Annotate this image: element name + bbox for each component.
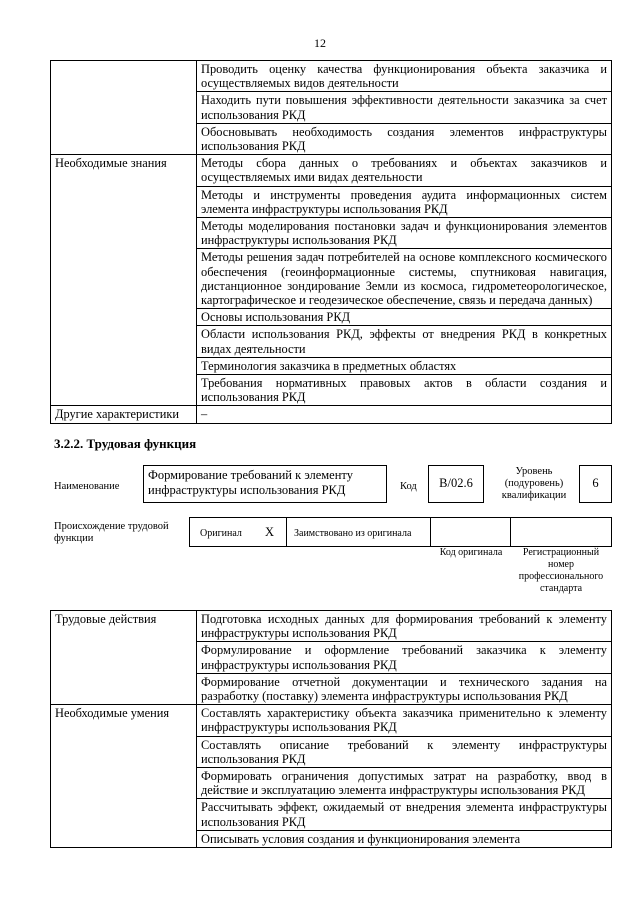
- level-value: 6: [592, 476, 599, 490]
- divider: [510, 518, 511, 546]
- row-value: Подготовка исходных данных для формирования требований к элементу инфраструктуры использования РКД: [197, 611, 612, 642]
- row-value: Находить пути повышения эффективности деятельности заказчика за счет использования РКД: [197, 92, 612, 123]
- divider: [286, 518, 287, 546]
- row-value: Методы сбора данных о требованиях и объектах заказчиков и осуществляемых ими видах деятельности: [197, 155, 612, 186]
- row-value: Требования нормативных правовых актов в области создания и использования РКД: [197, 375, 612, 406]
- divider: [430, 518, 431, 546]
- row-value: Составлять описание требований к элементу инфраструктуры использования РКД: [197, 736, 612, 767]
- row-value: Рассчитывать эффект, ожидаемый от внедрения элемента инфраструктуры использования РКД: [197, 799, 612, 830]
- row-value: Формировать ограничения допустимых затрат на разработку, ввод в действие и эксплуатацию элемента инфраструктуры использования РКД: [197, 768, 612, 799]
- origin-label: Происхождение трудовой функции: [54, 521, 169, 544]
- table-row: [51, 155, 612, 186]
- knowledge-table: [50, 60, 612, 424]
- row-value: Методы решения задач потребителей на основе комплексного космического обеспечения (геоинформационные системы, спутниковая навигация, дистанционное зондирование Земли из космоса, гидрометеорологическое, картографическое и геодезическое обеспечение, связь и передача данных): [197, 249, 612, 309]
- page-number: 12: [314, 36, 326, 50]
- code-label: Код: [400, 481, 417, 492]
- table-row: [51, 61, 612, 92]
- original-mark: X: [265, 525, 275, 539]
- registration-caption: Регистрационный номер профессионального стандарта: [518, 547, 604, 594]
- code-caption: Код оригинала: [439, 547, 503, 558]
- row-value: Основы использования РКД: [197, 309, 612, 326]
- code-box: [428, 465, 484, 503]
- level-label: Уровень (подуровень) квалификации: [501, 466, 567, 501]
- section-title: 3.2.2. Трудовая функция: [54, 436, 197, 451]
- row-value: Формулирование и оформление требований заказчика к элементу инфраструктуры использования РКД: [197, 642, 612, 673]
- row-label: Необходимые знания: [51, 155, 197, 406]
- row-value: –: [197, 406, 612, 423]
- row-value: Составлять характеристику объекта заказчика применительно к элементу инфраструктуры использования РКД: [197, 705, 612, 736]
- row-value: Методы и инструменты проведения аудита информационных систем элемента инфраструктуры использования РКД: [197, 186, 612, 217]
- row-label: Трудовые действия: [51, 611, 197, 705]
- borrowed-label: Заимствовано из оригинала: [294, 528, 412, 539]
- original-label: Оригинал: [200, 528, 242, 539]
- table-row: [51, 705, 612, 736]
- actions-table: [50, 610, 612, 848]
- row-value: Методы моделирования постановки задач и функционирования элементов инфраструктуры использования РКД: [197, 218, 612, 249]
- origin-box: [189, 517, 612, 547]
- function-name-value: Формирование требований к элементу инфраструктуры использования РКД: [148, 468, 353, 497]
- row-label: [51, 61, 197, 155]
- row-value: Области использования РКД, эффекты от внедрения РКД в конкретных видах деятельности: [197, 326, 612, 357]
- function-name-box: [143, 465, 387, 503]
- table-row: [51, 611, 612, 642]
- name-label: Наименование: [54, 481, 120, 492]
- table-row: [51, 406, 612, 423]
- row-value: Формирование отчетной документации и технического задания на разработку (поставку) элемента инфраструктуры использования РКД: [197, 673, 612, 704]
- row-value: Обосновывать необходимость создания элементов инфраструктуры использования РКД: [197, 123, 612, 154]
- row-value: Терминология заказчика в предметных областях: [197, 357, 612, 374]
- level-box: [579, 465, 612, 503]
- row-value: Проводить оценку качества функционирования объекта заказчика и осуществляемых видов деятельности: [197, 61, 612, 92]
- row-value: Описывать условия создания и функционирования элемента: [197, 830, 612, 847]
- row-label: Необходимые умения: [51, 705, 197, 848]
- row-label: Другие характеристики: [51, 406, 197, 423]
- code-value: B/02.6: [439, 476, 473, 490]
